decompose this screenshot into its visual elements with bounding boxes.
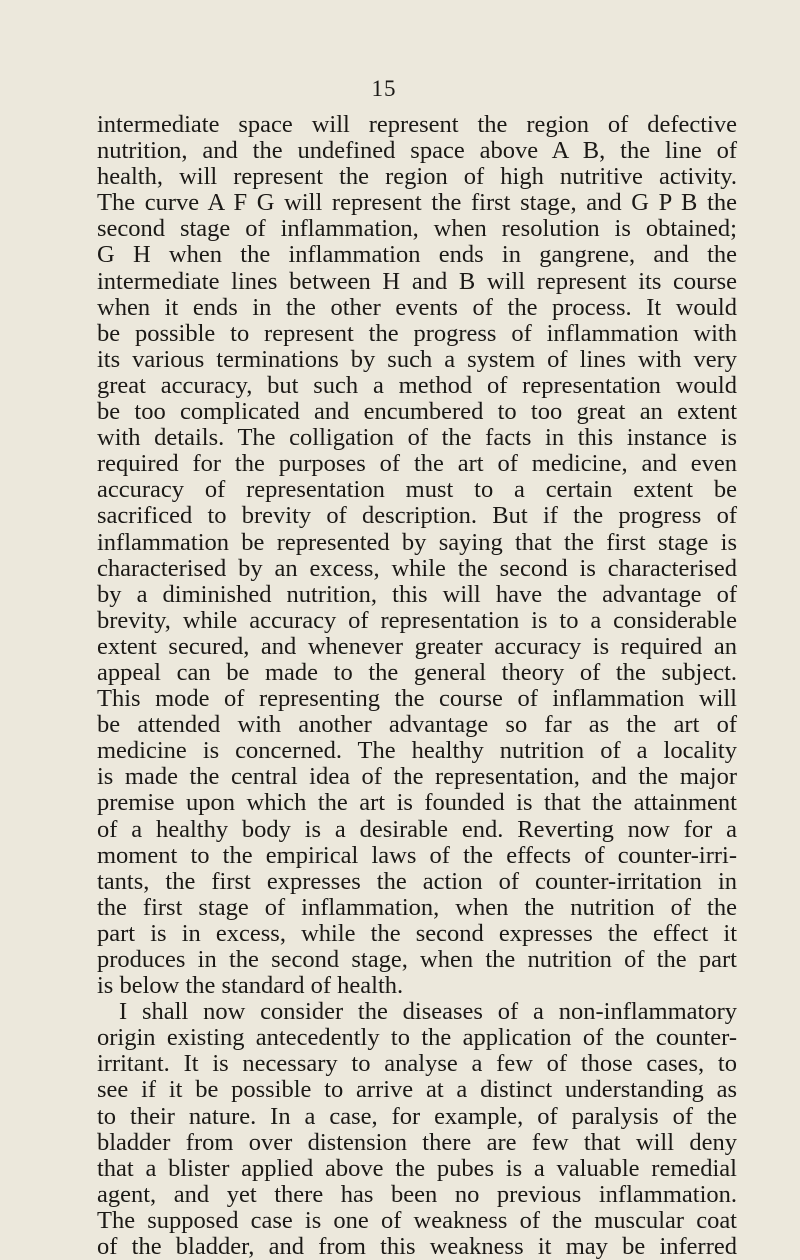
text-line: inflammation be represented by saying that the first stage is xyxy=(97,528,737,556)
text-line: characterised by an excess, while the second is characterised xyxy=(97,554,737,582)
text-line: brevity, while accuracy of representation is to a considerable xyxy=(97,606,737,634)
text-line: nutrition, and the undefined space above A B, the line of xyxy=(97,137,737,165)
text-line: The curve A F G will represent the first stage, and G P B the xyxy=(97,189,737,217)
text-line: be attended with another advantage so far as the art of xyxy=(97,711,737,739)
text-line: be possible to represent the progress of inflammation with xyxy=(97,319,737,347)
text-line: great accuracy, but such a method of representation would xyxy=(97,371,737,399)
text-line: health, will represent the region of high nutritive activity. xyxy=(97,163,737,191)
text-line: be too complicated and encumbered to too great an extent xyxy=(97,398,737,426)
text-line: when it ends in the other events of the process. It would xyxy=(97,293,737,321)
text-line: is below the standard of health. xyxy=(97,972,404,1000)
text-line: moment to the empirical laws of the effects of counter-irri- xyxy=(97,841,737,869)
text-line: irritant. It is necessary to analyse a few of those cases, to xyxy=(97,1050,737,1078)
text-line: The supposed case is one of weakness of the muscular coat xyxy=(97,1206,737,1234)
text-line: of a healthy body is a desirable end. Reverting now for a xyxy=(97,815,737,843)
text-line: premise upon which the art is founded is that the attainment xyxy=(97,789,737,817)
text-line: bladder from over distension there are few that will deny xyxy=(97,1128,737,1156)
text-line: see if it be possible to arrive at a distinct understanding as xyxy=(97,1076,737,1104)
text-line: medicine is concerned. The healthy nutrition of a locality xyxy=(97,737,737,765)
text-line: of the bladder, and from this weakness it may be inferred xyxy=(97,1233,737,1260)
text-line: This mode of representing the course of inflammation will xyxy=(97,685,737,713)
body-text xyxy=(97,112,737,1260)
text-line: tants, the first expresses the action of counter-irritation in xyxy=(97,867,737,895)
text-line: intermediate lines between H and B will represent its course xyxy=(97,267,737,295)
text-line: produces in the second stage, when the nutrition of the part xyxy=(97,946,737,973)
text-line: I shall now consider the diseases of a non-inflammatory xyxy=(119,998,737,1026)
text-line: is made the central idea of the representation, and the major xyxy=(97,763,737,791)
text-line: intermediate space will represent the region of defective xyxy=(97,111,737,138)
text-line: with details. The colligation of the facts in this instance is xyxy=(97,424,737,452)
text-line: sacrificed to brevity of description. But if the progress of xyxy=(97,502,737,530)
text-line: the first stage of inflammation, when the nutrition of the xyxy=(97,893,737,921)
text-line: origin existing antecedently to the application of the counter- xyxy=(97,1024,737,1052)
text-line: part is in excess, while the second expresses the effect it xyxy=(97,919,737,947)
text-line: its various terminations by such a system of lines with very xyxy=(97,345,737,373)
text-line: second stage of inflammation, when resolution is obtained; xyxy=(97,215,737,243)
text-line: extent secured, and whenever greater accuracy is required an xyxy=(97,632,737,660)
text-line: to their nature. In a case, for example, of paralysis of the xyxy=(97,1102,737,1130)
text-line: G H when the inflammation ends in gangrene, and the xyxy=(97,241,737,269)
text-line: that a blister applied above the pubes is a valuable remedial xyxy=(97,1154,737,1182)
page-number: 15 xyxy=(371,76,397,101)
text-line: by a diminished nutrition, this will have the advantage of xyxy=(97,580,737,608)
text-line: agent, and yet there has been no previous inflammation. xyxy=(97,1180,737,1208)
text-line: appeal can be made to the general theory of the subject. xyxy=(97,658,737,686)
text-line: accuracy of representation must to a certain extent be xyxy=(97,476,737,504)
text-line: required for the purposes of the art of medicine, and even xyxy=(97,450,737,478)
